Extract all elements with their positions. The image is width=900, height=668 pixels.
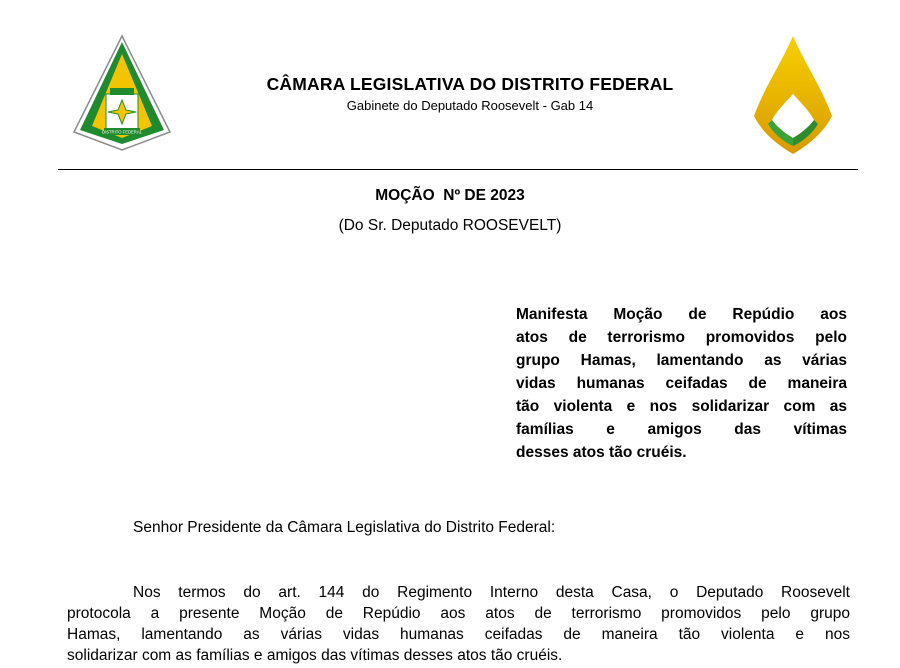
paragraph-line: protocola a presente Moção de Repúdio aos atos de terrorismo promovidos pelo grupo — [67, 605, 850, 622]
paragraph-line: Hamas, lamentando as várias vidas humanas ceifadas de maneira tão violenta e nos — [67, 626, 850, 643]
coat-of-arms-caption: DISTRITO FEDERAL — [102, 129, 142, 135]
body-paragraph — [67, 582, 850, 666]
ementa-line: grupo Hamas, lamentando as várias — [516, 352, 847, 369]
document-author: (Do Sr. Deputado ROOSEVELT) — [338, 217, 562, 234]
ementa-line: Manifesta Moção de Repúdio aos — [516, 306, 847, 323]
paragraph-line: solidarizar com as famílias e amigos das vítimas desses atos tão cruéis. — [67, 647, 563, 664]
ementa-line: atos de terrorismo promovidos pelo — [516, 329, 847, 346]
salutation: Senhor Presidente da Câmara Legislativa do Distrito Federal: — [133, 519, 556, 536]
ementa-line: vidas humanas ceifadas de maneira — [516, 375, 847, 392]
ementa-line: tão violenta e nos solidarizar com as — [516, 398, 847, 415]
cldf-emblem-icon — [752, 32, 834, 158]
paragraph-line: Nos termos do art. 144 do Regimento Interno desta Casa, o Deputado Roosevelt — [133, 584, 850, 601]
document-title: MOÇÃO Nº DE 2023 — [375, 187, 525, 204]
ementa-summary — [516, 303, 847, 464]
header-divider — [58, 169, 858, 170]
office-subtitle: Gabinete do Deputado Roosevelt - Gab 14 — [346, 98, 594, 113]
ementa-line: famílias e amigos das vítimas — [516, 421, 847, 438]
df-coat-of-arms-icon — [70, 32, 174, 156]
ementa-line: desses atos tão cruéis. — [516, 444, 687, 461]
institution-title: CÂMARA LEGISLATIVA DO DISTRITO FEDERAL — [266, 74, 674, 94]
